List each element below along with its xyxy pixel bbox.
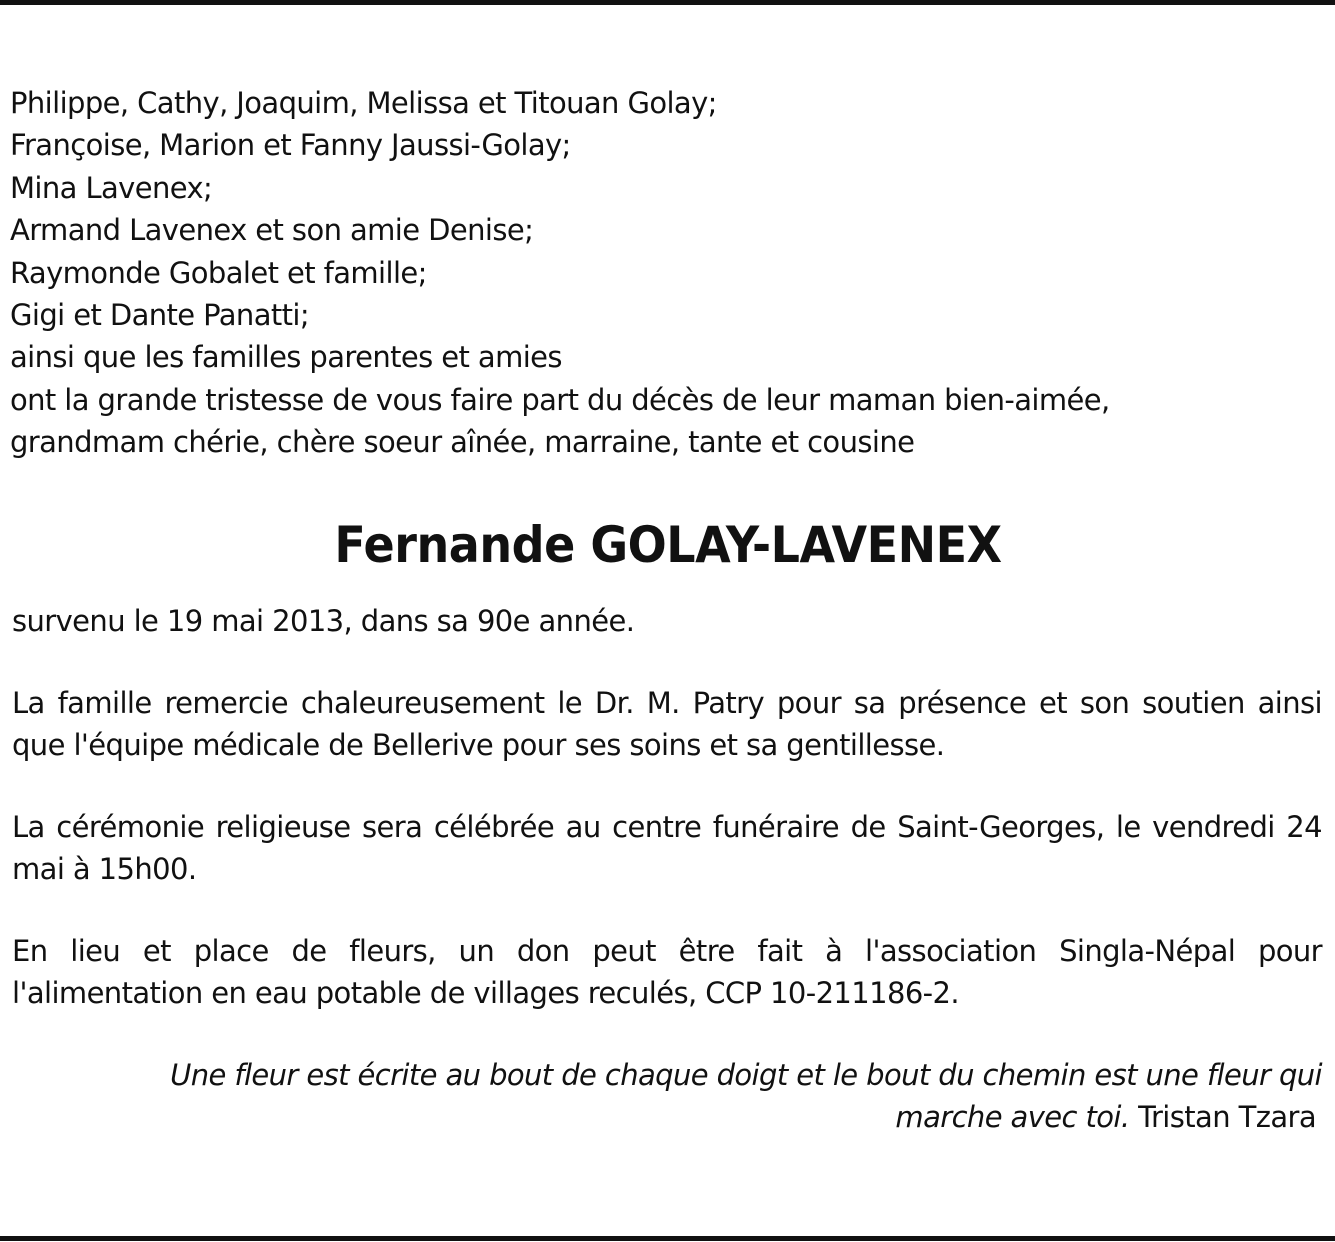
announcer-line: Françoise, Marion et Fanny Jaussi-Golay; xyxy=(10,128,571,163)
quote-author: Tristan Tzara xyxy=(1138,1099,1316,1134)
deceased-name: Fernande GOLAY-LAVENEX xyxy=(334,515,1002,574)
death-date-paragraph: survenu le 19 mai 2013, dans sa 90e année. xyxy=(12,603,635,638)
announcer-line: Gigi et Dante Panatti; xyxy=(10,298,310,333)
announcers-list xyxy=(10,82,1322,464)
closing-quote xyxy=(10,1054,1322,1138)
announcer-line: Raymonde Gobalet et famille; xyxy=(10,255,427,290)
donation-paragraph: En lieu et place de fleurs, un don peut être fait à l'association Singla-Népal pour l'alimentation en eau potable de villages reculés, CCP 10-211186-2. xyxy=(12,933,1322,1010)
quote-text: Une fleur est écrite au bout de chaque doigt et le bout du chemin est une fleur qui marche avec toi. xyxy=(170,1057,1322,1134)
announcer-line: ainsi que les familles parentes et amies xyxy=(10,340,562,375)
ceremony-paragraph: La cérémonie religieuse sera célébrée au centre funéraire de Saint-Georges, le vendredi 24 mai à 15h00. xyxy=(12,809,1322,886)
bottom-rule xyxy=(0,1236,1335,1241)
thanks-paragraph: La famille remercie chaleureusement le Dr. M. Patry pour sa présence et son soutien ainsi que l'équipe médicale de Bellerive pour ses soins et sa gentillesse. xyxy=(12,685,1322,762)
announcer-line: Philippe, Cathy, Joaquim, Melissa et Titouan Golay; xyxy=(10,86,717,120)
obituary-notice xyxy=(10,82,1322,1138)
announcer-line: ont la grande tristesse de vous faire part du décès de leur maman bien-aimée, xyxy=(10,382,1110,417)
announcer-line: Armand Lavenex et son amie Denise; xyxy=(10,213,534,248)
announcer-line: grandmam chérie, chère soeur aînée, marraine, tante et cousine xyxy=(10,425,915,460)
announcer-line: Mina Lavenex; xyxy=(10,170,213,205)
top-rule xyxy=(0,0,1335,5)
